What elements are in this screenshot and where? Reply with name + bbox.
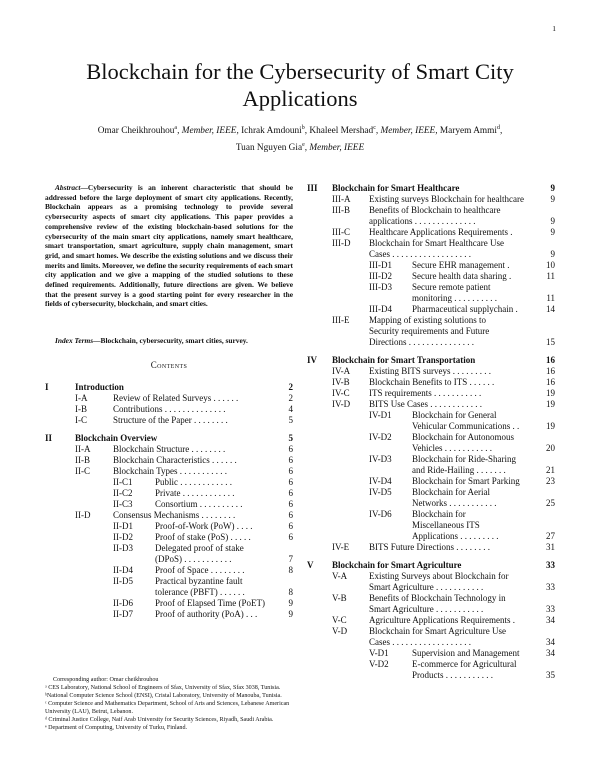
- toc-title: tolerance (PBFT) . . . . . .: [155, 587, 245, 597]
- author-list: [60, 122, 540, 155]
- toc-title: Agriculture Applications Requirements .: [369, 615, 515, 625]
- toc-entry[interactable]: [45, 609, 293, 620]
- toc-number: V-D1: [369, 648, 389, 658]
- toc-page-number: 27: [546, 531, 555, 541]
- toc-page-number: 6: [288, 488, 293, 498]
- toc-entry[interactable]: [45, 521, 293, 532]
- toc-title: Public . . . . . . . . . . . .: [155, 477, 233, 487]
- toc-number: II-D: [75, 510, 91, 520]
- title-line-1: Blockchain for the Cybersecurity of Smart City: [86, 59, 514, 84]
- toc-entry[interactable]: [307, 304, 555, 315]
- toc-entry[interactable]: [307, 443, 555, 454]
- toc-number: III-C: [332, 227, 350, 237]
- affiliation-mark: c: [373, 125, 376, 131]
- toc-entry[interactable]: [307, 315, 555, 326]
- toc-number: II-D1: [113, 521, 133, 531]
- toc-page-number: 31: [546, 542, 555, 552]
- toc-page-number: 9: [288, 598, 293, 608]
- toc-entry[interactable]: [307, 648, 555, 659]
- toc-title: Introduction: [75, 382, 124, 392]
- toc-entry[interactable]: [45, 543, 293, 554]
- toc-entry[interactable]: [307, 227, 555, 238]
- toc-page-number: 6: [288, 466, 293, 476]
- toc-title: Blockchain Structure . . . . . . . .: [113, 444, 226, 454]
- toc-page-number: 16: [546, 355, 555, 365]
- toc-entry[interactable]: [307, 388, 555, 399]
- toc-number: IV-D5: [369, 487, 392, 497]
- toc-title: Applications . . . . . . . . .: [412, 531, 499, 541]
- author-separator: ,: [499, 126, 503, 137]
- toc-number: II-D2: [113, 532, 133, 542]
- toc-entry[interactable]: [307, 487, 555, 498]
- toc-page-number: 8: [288, 587, 293, 597]
- toc-title: Vehicular Communications . .: [412, 421, 520, 431]
- toc-title: Healthcare Applications Requirements .: [369, 227, 513, 237]
- toc-page-number: 35: [546, 670, 555, 680]
- toc-page-number: 33: [546, 560, 555, 570]
- toc-number: II-D6: [113, 598, 133, 608]
- contents-heading: Contents: [150, 360, 188, 370]
- toc-title: Existing Surveys about Blockchain for: [369, 571, 509, 581]
- author-name: Tuan Nguyen Gia: [235, 142, 303, 153]
- toc-title: Security requirements and Future: [369, 326, 490, 336]
- abstract-text: —Cybersecurity is an inherent characteristic that should be addressed before the large deployment of smart city applications. Recently, Blockchain appears as a promising technology to provide several cybersecurity aspects of smart city applications. This paper provides a comprehensive review of the existing blockchain-based solutions for the cybersecurity of the main smart city applications, namely smart healthcare, smart transportation, smart agriculture, supply chain management, smart grid, and smart homes. We describe the existing solutions and we discuss their merits and limits. Moreover, we define the security requirements of each smart city application and we give a mapping of the studied solutions to these defined requirements. Additionally, future directions are given. We believe that the present survey is a good starting point for every researcher in the fields of cybersecurity, blockchain, and smart cities.: [45, 183, 293, 309]
- toc-title: BITS Future Directions . . . . . . . .: [369, 542, 490, 552]
- author-name: Ichrak Amdouni: [238, 126, 302, 137]
- toc-number: IV-D1: [369, 410, 392, 420]
- toc-section[interactable]: [307, 183, 555, 194]
- toc-number: III: [307, 183, 318, 193]
- toc-entry[interactable]: [307, 465, 555, 476]
- toc-entry[interactable]: [45, 393, 293, 404]
- toc-title: Blockchain for General: [412, 410, 497, 420]
- toc-entry[interactable]: [307, 615, 555, 626]
- toc-number: III-D1: [369, 260, 392, 270]
- toc-page-number: 11: [546, 271, 555, 281]
- toc-page-number: 2: [288, 393, 293, 403]
- toc-title: Benefits of Blockchain to healthcare: [369, 205, 501, 215]
- toc-title: Blockchain Characteristics . . . . . .: [113, 455, 237, 465]
- toc-title: Directions . . . . . . . . . . . . . . .: [369, 337, 474, 347]
- author-name: Omar Cheikhrouhou: [97, 126, 175, 137]
- toc-title: Networks . . . . . . . . . . .: [412, 498, 497, 508]
- toc-entry[interactable]: [307, 216, 555, 227]
- toc-title: E-commerce for Agricultural: [412, 659, 517, 669]
- affiliation-mark: d: [496, 125, 500, 131]
- toc-page-number: 10: [546, 260, 555, 270]
- toc-number: II-B: [75, 455, 90, 465]
- toc-title: BITS Use Cases . . . . . . . . . . . .: [369, 399, 482, 409]
- toc-page-number: 6: [288, 455, 293, 465]
- toc-page-number: 9: [550, 216, 555, 226]
- toc-entry[interactable]: [307, 293, 555, 304]
- toc-left-column: [45, 382, 293, 672]
- toc-title: Secure health data sharing .: [412, 271, 512, 281]
- toc-title: Blockchain for Smart Healthcare Use: [369, 238, 504, 248]
- toc-number: I-A: [75, 393, 88, 403]
- toc-right-column: [307, 183, 555, 763]
- toc-page-number: 6: [288, 499, 293, 509]
- toc-title: Blockchain for Smart Transportation: [332, 355, 476, 365]
- toc-section[interactable]: [307, 560, 555, 571]
- toc-entry[interactable]: [307, 659, 555, 670]
- toc-number: V: [307, 560, 314, 570]
- toc-page-number: 20: [546, 443, 555, 453]
- toc-title: Blockchain Types . . . . . . . . . . .: [113, 466, 227, 476]
- toc-page-number: 6: [288, 477, 293, 487]
- toc-number: IV-C: [332, 388, 350, 398]
- toc-entry[interactable]: [307, 626, 555, 637]
- toc-entry[interactable]: [307, 670, 555, 681]
- toc-entry[interactable]: [45, 404, 293, 415]
- toc-number: II-C3: [113, 499, 133, 509]
- author-role: , Member, IEEE,: [177, 126, 239, 137]
- toc-number: V-A: [332, 571, 348, 581]
- toc-title: Blockchain for Autonomous: [412, 432, 514, 442]
- toc-title: Contributions . . . . . . . . . . . . . .: [113, 404, 226, 414]
- affiliation-mark: e: [302, 141, 305, 148]
- toc-number: IV-D3: [369, 454, 392, 464]
- toc-number: II-A: [75, 444, 91, 454]
- toc-section[interactable]: [45, 433, 293, 444]
- toc-title: Secure remote patient: [412, 282, 491, 292]
- toc-number: II-C1: [113, 477, 133, 487]
- toc-title: Blockchain for Smart Healthcare: [332, 183, 460, 193]
- toc-entry[interactable]: [45, 499, 293, 510]
- toc-number: IV: [307, 355, 318, 365]
- toc-entry[interactable]: [307, 476, 555, 487]
- toc-entry[interactable]: [307, 271, 555, 282]
- toc-entry[interactable]: [307, 520, 555, 531]
- toc-page-number: 34: [546, 648, 555, 658]
- toc-number: II-D4: [113, 565, 133, 575]
- toc-page-number: 25: [546, 498, 555, 508]
- toc-entry[interactable]: [45, 455, 293, 466]
- toc-page-number: 19: [546, 421, 555, 431]
- toc-number: II-D5: [113, 576, 133, 586]
- toc-title: Mapping of existing solutions to: [369, 315, 486, 325]
- toc-title: Review of Related Surveys . . . . . .: [113, 393, 239, 403]
- toc-page-number: 8: [288, 565, 293, 575]
- toc-title: Consortium . . . . . . . . . .: [155, 499, 243, 509]
- toc-page-number: 9: [550, 227, 555, 237]
- toc-title: Blockchain for Aerial: [412, 487, 490, 497]
- toc-entry[interactable]: [45, 598, 293, 609]
- toc-title: Blockchain for Smart Parking: [412, 476, 520, 486]
- toc-entry[interactable]: [45, 444, 293, 455]
- toc-page-number: 23: [546, 476, 555, 486]
- toc-entry[interactable]: [45, 415, 293, 426]
- toc-entry[interactable]: [307, 509, 555, 520]
- footnote: ᵇNational Computer Science School (ENSI), Cristal Laboratory, University of Manouba, Tunisia.: [45, 693, 282, 699]
- author-name: , Khaleel Mershad: [304, 126, 374, 137]
- toc-title: applications . . . . . . . . . . . . . .: [369, 216, 476, 226]
- toc-page-number: 6: [288, 521, 293, 531]
- toc-title: Products . . . . . . . . . . .: [412, 670, 493, 680]
- author-role: , Member, IEEE: [304, 142, 365, 153]
- toc-entry[interactable]: [307, 604, 555, 615]
- toc-page-number: 34: [546, 615, 555, 625]
- toc-title: Cases . . . . . . . . . . . . . . . . . .: [369, 637, 471, 647]
- toc-title: Blockchain for: [412, 509, 466, 519]
- toc-page-number: 21: [546, 465, 555, 475]
- author-role: , Member, IEEE,: [375, 126, 438, 137]
- toc-number: III-D: [332, 238, 351, 248]
- author-name: Maryem Ammi: [437, 126, 497, 137]
- toc-number: V-D2: [369, 659, 389, 669]
- toc-number: V-C: [332, 615, 347, 625]
- toc-page-number: 2: [288, 382, 293, 392]
- toc-title: Blockchain for Ride-Sharing: [412, 454, 516, 464]
- toc-number: IV-D2: [369, 432, 392, 442]
- toc-entry[interactable]: [307, 260, 555, 271]
- toc-title: Private . . . . . . . . . . . .: [155, 488, 235, 498]
- toc-title: Blockchain for Smart Agriculture Use: [369, 626, 506, 636]
- toc-number: III-D4: [369, 304, 392, 314]
- toc-page-number: 6: [288, 510, 293, 520]
- toc-number: III-A: [332, 194, 351, 204]
- toc-title: Pharmaceutical supplychain .: [412, 304, 518, 314]
- toc-page-number: 19: [546, 388, 555, 398]
- toc-entry[interactable]: [307, 399, 555, 410]
- affiliation-mark: a: [174, 125, 178, 131]
- toc-entry[interactable]: [307, 454, 555, 465]
- index-terms-text: —Blockchain, cybersecurity, smart cities, survey.: [93, 336, 248, 345]
- toc-page-number: 19: [546, 399, 555, 409]
- toc-entry[interactable]: [307, 194, 555, 205]
- toc-number: I-C: [75, 415, 87, 425]
- toc-number: II-D7: [113, 609, 133, 619]
- toc-entry[interactable]: [307, 337, 555, 348]
- abstract: [45, 183, 293, 309]
- toc-title: monitoring . . . . . . . . . .: [412, 293, 497, 303]
- toc-entry[interactable]: [307, 542, 555, 553]
- toc-title: Supervision and Management: [412, 648, 520, 658]
- toc-number: V-D: [332, 626, 348, 636]
- toc-page-number: 15: [546, 337, 555, 347]
- toc-title: Structure of the Paper . . . . . . . .: [113, 415, 228, 425]
- toc-entry[interactable]: [307, 377, 555, 388]
- toc-title: Practical byzantine fault: [155, 576, 243, 586]
- toc-number: IV-D6: [369, 509, 392, 519]
- footnote: ᵃ CES Laboratory, National School of Engineers of Sfax, University of Sfax, Sfax 3038, Tunisia.: [45, 685, 281, 691]
- toc-entry[interactable]: [307, 282, 555, 293]
- toc-number: IV-A: [332, 366, 351, 376]
- toc-entry[interactable]: [307, 582, 555, 593]
- toc-page-number: 14: [546, 304, 555, 314]
- abstract-label: Abstract: [55, 183, 81, 192]
- toc-page-number: 5: [288, 415, 293, 425]
- toc-title: Consensus Mechanisms . . . . . . . .: [113, 510, 236, 520]
- toc-title: Miscellaneous ITS: [412, 520, 480, 530]
- toc-number: III-D2: [369, 271, 392, 281]
- toc-entry[interactable]: [45, 532, 293, 543]
- toc-page-number: 16: [546, 366, 555, 376]
- toc-page-number: 9: [550, 249, 555, 259]
- toc-entry[interactable]: [307, 571, 555, 582]
- toc-number: IV-E: [332, 542, 350, 552]
- toc-title: Proof of Space . . . . . . . .: [155, 565, 245, 575]
- title-line-2: Applications: [242, 86, 358, 111]
- toc-entry[interactable]: [307, 366, 555, 377]
- toc-entry[interactable]: [45, 488, 293, 499]
- toc-entry[interactable]: [307, 593, 555, 604]
- toc-section[interactable]: [307, 355, 555, 366]
- toc-number: II-D3: [113, 543, 133, 553]
- toc-section[interactable]: [45, 382, 293, 393]
- toc-number: IV-D: [332, 399, 351, 409]
- affiliation-mark: b: [301, 125, 305, 131]
- toc-entry[interactable]: [307, 326, 555, 337]
- toc-title: Blockchain Benefits to ITS . . . . . .: [369, 377, 495, 387]
- toc-page-number: 9: [288, 609, 293, 619]
- toc-title: Proof-of-Work (PoW) . . . .: [155, 521, 253, 531]
- toc-page-number: 5: [288, 433, 293, 443]
- toc-entry[interactable]: [45, 587, 293, 598]
- toc-page-number: 4: [288, 404, 293, 414]
- toc-page-number: 11: [546, 293, 555, 303]
- toc-title: Vehicles . . . . . . . . . . .: [412, 443, 492, 453]
- toc-number: I-B: [75, 404, 87, 414]
- toc-entry[interactable]: [45, 466, 293, 477]
- toc-page-number: 6: [288, 532, 293, 542]
- toc-number: II-C2: [113, 488, 133, 498]
- footnote: Corresponding author: Omar cheikhrouhou: [53, 677, 159, 683]
- toc-entry[interactable]: [307, 410, 555, 421]
- footnote: ᵉ Department of Computing, University of Turku, Finland.: [45, 725, 188, 731]
- toc-entry[interactable]: [307, 205, 555, 216]
- toc-number: III-D3: [369, 282, 392, 292]
- toc-number: III-B: [332, 205, 350, 215]
- toc-entry[interactable]: [307, 432, 555, 443]
- toc-title: Smart Agriculture . . . . . . . . . . .: [369, 604, 484, 614]
- toc-page-number: 7: [288, 554, 293, 564]
- toc-entry[interactable]: [307, 637, 555, 648]
- toc-title: Proof of stake (PoS) . . . . .: [155, 532, 251, 542]
- toc-title: Secure EHR management .: [412, 260, 510, 270]
- page-number: 1: [552, 24, 556, 33]
- paper-title: [0, 58, 600, 112]
- toc-number: IV-B: [332, 377, 350, 387]
- toc-entry[interactable]: [45, 510, 293, 521]
- footnote: ᵈ Criminal Justice College, Naif Arab University for Security Sciences, Riyadh, Saudi Arabia.: [45, 717, 274, 723]
- toc-page-number: 9: [550, 183, 555, 193]
- toc-title: Proof of Elapsed Time (PoET): [155, 598, 265, 608]
- toc-page-number: 6: [288, 444, 293, 454]
- toc-title: Blockchain Overview: [75, 433, 158, 443]
- toc-number: III-E: [332, 315, 350, 325]
- toc-page-number: 33: [546, 582, 555, 592]
- toc-number: I: [45, 382, 49, 392]
- toc-page-number: 33: [546, 604, 555, 614]
- toc-title: and Ride-Hailing . . . . . . .: [412, 465, 506, 475]
- toc-title: Delegated proof of stake: [155, 543, 244, 553]
- toc-title: Blockchain for Smart Agriculture: [332, 560, 462, 570]
- toc-entry[interactable]: [307, 421, 555, 432]
- toc-title: (DPoS) . . . . . . . . . . .: [155, 554, 232, 564]
- toc-number: IV-D4: [369, 476, 392, 486]
- toc-entry[interactable]: [45, 554, 293, 565]
- footnotes: [45, 676, 293, 732]
- toc-title: Existing surveys Blockchain for healthcare: [369, 194, 524, 204]
- footnote: ᶜ Computer Science and Mathematics Department, School of Arts and Sciences, Lebanese American University (LAU), Beirut, Lebanon.: [45, 701, 290, 715]
- toc-entry[interactable]: [307, 498, 555, 509]
- toc-title: Proof of authority (PoA) . . .: [155, 609, 258, 619]
- toc-title: ITS requirements . . . . . . . . . . .: [369, 388, 482, 398]
- toc-number: V-B: [332, 593, 347, 603]
- toc-title: Smart Agriculture . . . . . . . . . . .: [369, 582, 484, 592]
- index-terms-label: Index Terms: [55, 336, 94, 345]
- toc-entry[interactable]: [45, 565, 293, 576]
- toc-title: Existing BITS surveys . . . . . . . . .: [369, 366, 492, 376]
- toc-page-number: 9: [550, 194, 555, 204]
- toc-entry[interactable]: [45, 576, 293, 587]
- index-terms: [45, 336, 293, 346]
- toc-entry[interactable]: [307, 531, 555, 542]
- toc-entry[interactable]: [45, 477, 293, 488]
- toc-entry[interactable]: [307, 249, 555, 260]
- toc-entry[interactable]: [307, 238, 555, 249]
- toc-number: II: [45, 433, 53, 443]
- toc-page-number: 16: [546, 377, 555, 387]
- toc-page-number: 34: [546, 637, 555, 647]
- toc-number: II-C: [75, 466, 90, 476]
- toc-title: Cases . . . . . . . . . . . . . . . . . .: [369, 249, 471, 259]
- toc-title: Benefits of Blockchain Technology in: [369, 593, 506, 603]
